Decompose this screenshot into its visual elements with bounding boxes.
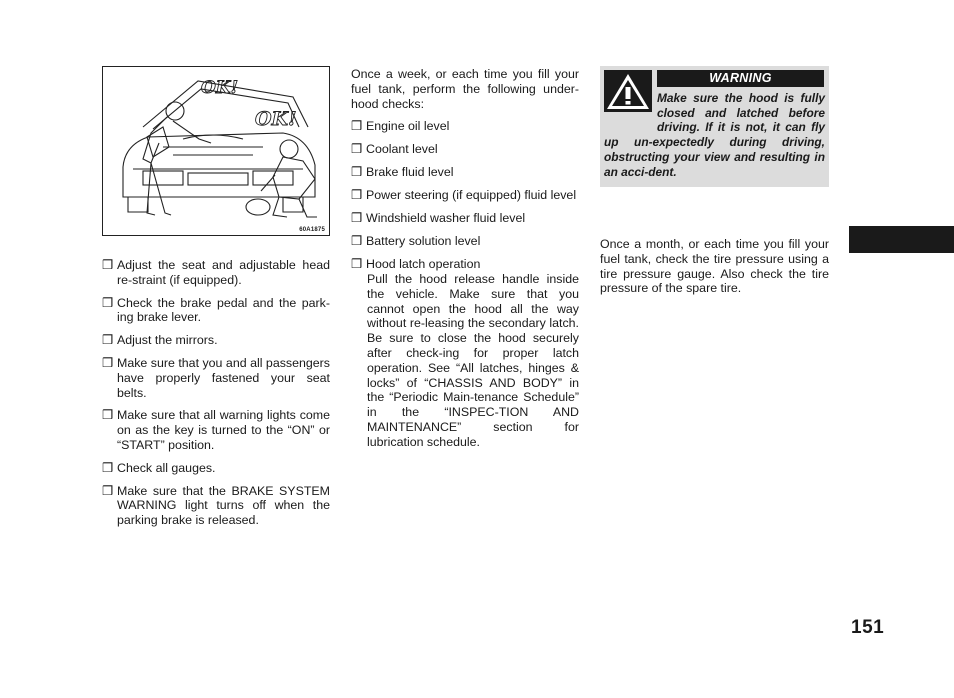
checklist-item: ❒ Adjust the mirrors. (102, 333, 218, 348)
hood-latch-instructions: Pull the hood release handle inside the vehicle. Make sure that you cannot open the hood all the way without re-leasing the secondary latch. Be sure to close the hood securely after check-ing for proper latch operation. See “All latches, hinges & locks” of “CHASSIS AND BODY” in the “Periodic Main-tenance Schedule” in the “INSPEC-TION AND MAINTENANCE” section for lubrication schedule. (367, 272, 579, 449)
ok-speech-left: OK! (201, 78, 239, 98)
checklist-item: ❒ Adjust the seat and adjustable head re-straint (if equipped). (102, 258, 330, 287)
checklist-item-hood-latch: ❒ Hood latch operation Pull the hood release handle inside the vehicle. Make sure that you cannot open the hood all the way without re-leasing the secondary latch. Be sure to close the hood securely after check-ing for proper latch operation. See “All latches, hinges & locks” of “CHASSIS AND BODY” in the “Periodic Main-tenance Schedule” in the “INSPEC-TION AND MAINTENANCE” section for lubrication schedule. (351, 257, 579, 449)
warning-box (600, 66, 829, 187)
checkbox-icon: ❒ (102, 408, 114, 423)
checkbox-icon: ❒ (351, 165, 363, 180)
checkbox-icon: ❒ (351, 188, 363, 203)
column-middle (351, 67, 579, 458)
warning-title: WARNING (657, 70, 824, 87)
checklist-item: ❒ Check all gauges. (102, 460, 216, 475)
weekly-check-intro: Once a week, or each time you fill your fuel tank, perform the following under-hood checks: (351, 67, 579, 111)
checklist-item: ❒ Power steering (if equipped) fluid level (351, 188, 577, 203)
checkbox-icon: ❒ (102, 295, 114, 310)
checkbox-icon: ❒ (102, 355, 114, 370)
checklist-item: ❒ Battery solution level (351, 234, 481, 249)
checklist-item: ❒ Coolant level (351, 142, 438, 157)
figure-code: 60A1875 (299, 227, 325, 233)
checklist-item: ❒ Make sure that all warning lights come on as the key is turned to the “ON” or “START” position. (102, 408, 330, 452)
section-tab (849, 226, 954, 253)
checklist-item: ❒ Check the brake pedal and the park-ing brake lever. (102, 295, 330, 325)
checkbox-icon: ❒ (102, 333, 114, 348)
checklist-item: ❒ Make sure that the BRAKE SYSTEM WARNING light turns off when the parking brake is released. (102, 483, 330, 528)
page-number: 151 (851, 617, 885, 638)
checkbox-icon: ❒ (351, 234, 363, 249)
checklist-item: ❒ Engine oil level (351, 119, 450, 134)
checkbox-icon: ❒ (351, 142, 363, 157)
checkbox-icon: ❒ (102, 460, 114, 475)
checkbox-icon: ❒ (351, 257, 363, 272)
checkbox-icon: ❒ (102, 483, 114, 498)
illustration-hood-check (102, 66, 330, 236)
checkbox-icon: ❒ (351, 211, 363, 226)
checklist-item: ❒ Brake fluid level (351, 165, 454, 180)
car-service-illustration (103, 67, 329, 235)
ok-speech-right: OK! (255, 108, 297, 130)
checkbox-icon: ❒ (351, 119, 363, 134)
checkbox-icon: ❒ (102, 258, 114, 272)
monthly-tire-check-text: Once a month, or each time you fill your fuel tank, check the tire pressure using a tire pressure gauge. Also check the tire pressure of the spare tire. (600, 237, 829, 296)
warning-text: Make sure the hood is fully closed and latched before driving. If it is not, it can fly up un-expectedly during driving, obstructing your view and resulting in an acci-dent. (604, 91, 825, 179)
checklist-item: ❒ Windshield washer fluid level (351, 211, 526, 226)
checklist-item: ❒ Make sure that you and all passengers have properly fastened your seat belts. (102, 355, 330, 400)
column-left (102, 258, 330, 536)
